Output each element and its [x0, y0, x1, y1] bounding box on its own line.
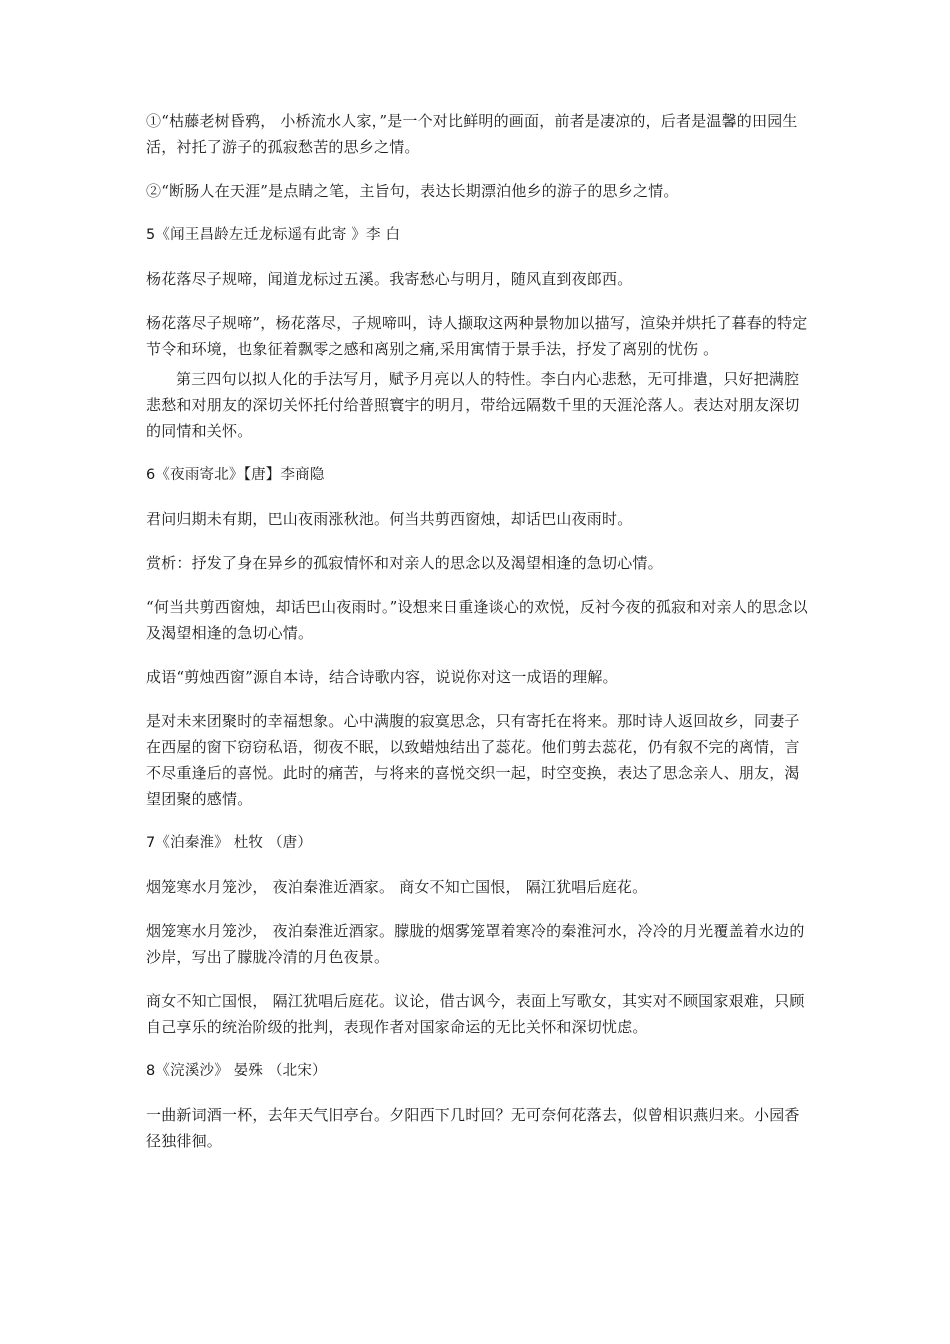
poem-5-analysis-1: 杨花落尽子规啼”，杨花落尽，子规啼叫，诗人撷取这两种景物加以描写，渲染并烘托了暮春的特定节令和环境，也象征着飘零之感和离别之痛,采用寓情于景手法，抒发了离别的忧伤 。	[146, 314, 808, 358]
paragraph-note-2: ②“断肠人在天涯”是点睛之笔，主旨句，表达长期漂泊他乡的游子的思乡之情。	[146, 182, 679, 200]
poem-7-text: 烟笼寒水月笼沙， 夜泊秦淮近酒家。 商女不知亡国恨， 隔江犹唱后庭花。	[146, 878, 648, 896]
poem-6-question: 成语“剪烛西窗”源自本诗，结合诗歌内容，说说你对这一成语的理解。	[146, 668, 618, 686]
poem-6-analysis: “何当共剪西窗烛，却话巴山夜雨时。”设想来日重逢谈心的欢悦，反衬今夜的孤寂和对亲人的思念以及渴望相逢的急切心情。	[146, 598, 808, 642]
poem-6-answer: 是对未来团聚时的幸福想象。心中满腹的寂寞思念，只有寄托在将来。那时诗人返回故乡，同妻子在西屋的窗下窃窃私语，彻夜不眠，以致蜡烛结出了蕊花。他们剪去蕊花，仍有叙不完的离情，言不尽重逢后的喜悦。此时的痛苦，与将来的喜悦交织一起，时空变换，表达了思念亲人、朋友，渴望团聚的感情。	[146, 712, 800, 808]
poem-7-analysis-1: 烟笼寒水月笼沙， 夜泊秦淮近酒家。朦胧的烟雾笼罩着寒冷的秦淮河水，冷冷的月光覆盖着水边的沙岸，写出了朦胧冷清的月色夜景。	[146, 922, 805, 966]
poem-5-text: 杨花落尽子规啼，闻道龙标过五溪。我寄愁心与明月，随风直到夜郎西。	[146, 270, 633, 288]
poem-5-analysis-2: 第三四句以拟人化的手法写月，赋予月亮以人的特性。李白内心悲愁，无可排遣，只好把满腔悲愁和对朋友的深切关怀托付给普照寰宇的明月，带给远隔数千里的天涯沦落人。表达对朋友深切的同情和关怀。	[146, 370, 800, 440]
poem-6-appreciation: 赏析：抒发了身在异乡的孤寂情怀和对亲人的思念以及渴望相逢的急切心情。	[146, 554, 663, 572]
paragraph-note-1: ①“枯藤老树昏鸦， 小桥流水人家，”是一个对比鲜明的画面，前者是凄凉的，后者是温馨的田园生活，衬托了游子的孤寂愁苦的思乡之情。	[146, 112, 798, 156]
poem-7-analysis-2: 商女不知亡国恨， 隔江犹唱后庭花。议论，借古讽今，表面上写歌女，其实对不顾国家艰难，只顾自己享乐的统治阶级的批判，表现作者对国家命运的无比关怀和深切忧虑。	[146, 992, 805, 1036]
poem-7-title: 7《泊秦淮》 杜牧 （唐）	[146, 835, 313, 851]
poem-8-title: 8《浣溪沙》 晏殊 （北宋）	[146, 1063, 327, 1079]
poem-5-title: 5《闻王昌龄左迁龙标遥有此寄 》李 白	[146, 227, 401, 243]
poem-6-text: 君问归期未有期，巴山夜雨涨秋池。何当共剪西窗烛，却话巴山夜雨时。	[146, 510, 633, 528]
poem-6-title: 6《夜雨寄北》【唐】李商隐	[146, 467, 325, 483]
poem-8-text: 一曲新词酒一杯，去年天气旧亭台。夕阳西下几时回？无可奈何花落去，似曾相识燕归来。小园香径独徘徊。	[146, 1106, 800, 1150]
document-body	[146, 108, 812, 1172]
